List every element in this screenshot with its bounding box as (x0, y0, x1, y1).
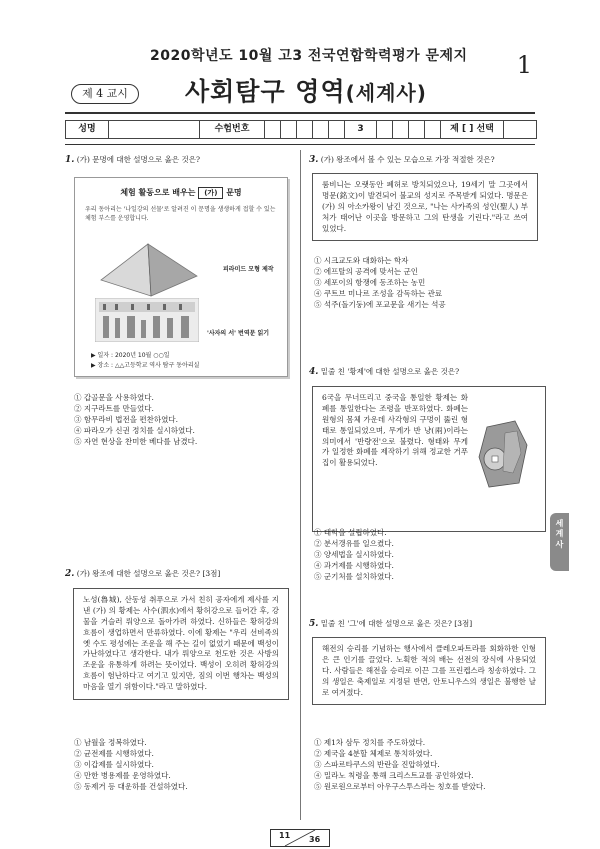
question-4-options (314, 528, 394, 582)
blank-box: (가) (198, 187, 223, 199)
question-3-passage (312, 173, 538, 241)
pyramid-caption: 피라미드 모형 제작 (223, 266, 274, 273)
question-1-stem (65, 154, 290, 167)
exam-number-box[interactable] (281, 121, 297, 138)
footer-total-pages: 36 (309, 835, 321, 844)
option-1[interactable]: ① 태학을 설립하였다. (314, 528, 387, 537)
exam-number-box[interactable] (409, 121, 425, 138)
option-3[interactable]: ③ 스파르타쿠스의 반란을 진압하였다. (314, 759, 440, 769)
exam-number-box[interactable] (329, 121, 345, 138)
option-5[interactable]: ⑤ 군기처를 설치하였다. (314, 571, 394, 581)
book-of-dead-image (95, 298, 199, 342)
question-2-passage (73, 588, 289, 700)
passage-text: 노성(魯城), 산동성 취푸으로 가서 친히 공자에게 제사를 지낸 (가) 의 황제는 사수(泗水)에서 황허강으로 들어간 후, 강물을 거슬러 뤄양으로 돌아가려 하였다. 신하들은 황허강의 흐름이 생업하면서 만류하였다. 이에 황제는 "우리 선비족의 옛 수도 평성에는 조운을 해 주는 길이 없었기 때문에 백성이 가난하였다고 생각한다. 내가 뤄양으로 천도한 것은 사방의 조운을 유통하게 하려는 뜻이었다. 백성이 오히려 황허강의 흐름이 험난하다고 여기고 있지만, 짐의 이번 행차는 백성의 마음을 열기 위함이다."라고 말하였다. (83, 595, 279, 691)
option-3[interactable]: ③ 세포이의 항쟁에 동조하는 농민 (314, 277, 426, 287)
option-3[interactable]: ③ 함무라비 법전을 편찬하였다. (74, 414, 178, 424)
poster-date: ▶ 일자 : 2020년 10월 ○○일 (91, 352, 170, 359)
header-rule (65, 112, 535, 114)
name-label: 성명 (66, 121, 109, 138)
question-text: (가) 왕조에 대한 설명으로 옳은 것은? [3점] (76, 569, 221, 578)
exam-number-label: 수험번호 (200, 121, 265, 138)
poster-place: ▶ 장소 : △△고등학교 역사 탐구 동아리실 (91, 362, 200, 369)
subject-main: 사회탐구 영역 (185, 77, 346, 106)
exam-number-box[interactable] (425, 121, 441, 138)
option-2[interactable]: ② 제국을 4분할 체제로 통치하였다. (314, 748, 433, 758)
page-footer (270, 829, 330, 847)
exam-number-box[interactable] (265, 121, 281, 138)
question-5-stem (309, 618, 537, 631)
period-badge: 제 4 교시 (71, 84, 139, 104)
question-4-stem (309, 366, 537, 379)
option-2[interactable]: ② 분서갱유를 일으켰다. (314, 538, 394, 548)
option-3[interactable]: ③ 양세법을 실시하였다. (314, 549, 394, 559)
option-3[interactable]: ③ 이갑제를 실시하였다. (74, 759, 154, 769)
question-text: (가) 왕조에서 볼 수 있는 모습으로 가장 적절한 것은? (320, 155, 495, 164)
option-1[interactable]: ① 시크교도와 대화하는 학자 (314, 256, 409, 265)
question-1-options (74, 393, 197, 447)
exam-number-box[interactable] (393, 121, 409, 138)
option-2[interactable]: ② 균전제를 시행하였다. (74, 748, 154, 758)
subject-title (185, 74, 427, 110)
exam-title: 2020학년도 10월 고3 전국연합학력평가 문제지 (150, 48, 468, 64)
banliang-coin-image (475, 413, 531, 491)
question-4-passage (312, 386, 546, 532)
option-4[interactable]: ④ 쿠트브 미나르 조성을 감독하는 관료 (314, 288, 443, 298)
question-number: 4. (309, 367, 319, 377)
option-5[interactable]: ⑤ 동제거 등 대운하를 건설하였다. (74, 781, 188, 791)
subject-side-tab (550, 513, 569, 571)
side-tab-label: 세계사 (555, 519, 564, 549)
question-number: 2. (65, 569, 75, 579)
option-2[interactable]: ② 지구라트를 만들었다. (74, 403, 154, 413)
candidate-info-row (65, 120, 537, 139)
footer-current-page: 11 (279, 831, 291, 840)
exam-number-box[interactable] (377, 121, 393, 138)
name-field[interactable] (109, 121, 200, 138)
exam-number-box[interactable] (313, 121, 329, 138)
question-2-stem (65, 568, 290, 581)
exam-number-box[interactable] (297, 121, 313, 138)
poster-description: 우리 동아리는 '나일강의 선물'로 알려진 이 문명을 생생하게 접할 수 있는 체험 부스를 운영합니다. (85, 206, 276, 223)
choice-label: 제 [ ] 선택 (441, 121, 504, 138)
option-4[interactable]: ④ 만한 병용제를 운영하였다. (74, 770, 171, 780)
exam-number-digit: 3 (345, 121, 377, 138)
question-number: 1. (65, 155, 75, 165)
option-2[interactable]: ② 에프탈의 공격에 맞서는 군인 (314, 266, 418, 276)
passage-text: 룸비니는 오랫동안 폐허로 방치되었으나, 19세기 말 그곳에서 명문(銘文)이 발견되어 불교의 성지로 주목받게 되었다. 명문은 (가) 의 아소카왕이 남긴 것으로, "나는 사카족의 성인(聖人) 부처가 태어난 이곳을 방문하고 그의 탄생을 기린다."라고 쓰여 있었다. (322, 180, 528, 233)
poster-title-post: 문명 (226, 188, 242, 197)
info-rule (65, 144, 535, 145)
option-4[interactable]: ④ 밀라노 칙령을 통해 크리스트교를 공인하였다. (314, 770, 474, 780)
question-number: 5. (309, 619, 319, 629)
question-5-passage (312, 637, 546, 705)
passage-text: 6국을 무너뜨리고 중국을 통일한 황제는 화폐를 통일한다는 조령을 반포하였다. 화폐는 원형의 몸체 가운데 사각형의 구멍이 뚫린 형태로 통일되었으며, 무게가 반 냥(兩)이라는 의미에서 '반량전'으로 불렸다. 형태와 무게가 일정한 화폐를 제작하기 위해 정교한 거푸집이 활용되었다. (322, 393, 468, 468)
option-1[interactable]: ① 제1차 삼두 정치를 주도하였다. (314, 738, 426, 747)
option-1[interactable]: ① 남월을 정복하였다. (74, 738, 147, 747)
pyramid-image (93, 240, 203, 300)
question-number: 3. (309, 155, 319, 165)
option-5[interactable]: ⑤ 원로원으로부터 아우구스투스라는 칭호를 받았다. (314, 781, 486, 791)
poster-title-pre: 체험 활동으로 배우는 (120, 188, 196, 197)
question-text: 밑줄 친 '황제'에 대한 설명으로 옳은 것은? (320, 367, 460, 376)
activity-poster (74, 177, 288, 377)
option-5[interactable]: ⑤ 자연 현상을 찬미한 베다를 남겼다. (74, 436, 198, 446)
option-4[interactable]: ④ 과거제를 시행하였다. (314, 560, 394, 570)
passage-text: 해전의 승리를 기념하는 행사에서 클레오파트라를 회화하한 인형은 큰 인기를 끌었다. 노획한 적의 배는 선전의 장식에 사용되었다. 사람들은 해전을 승리로 이끈 그를 프린켑스라 칭송하였다. 그의 생일은 축제일로 지정된 반면, 안토니우스의 생일은 불행한 날로 여겨졌다. (322, 644, 536, 697)
question-3-stem (309, 154, 537, 167)
book-of-dead-caption: '사자의 서' 번역문 읽기 (207, 330, 270, 337)
question-text: (가) 문명에 대한 설명으로 옳은 것은? (76, 155, 201, 164)
choice-field[interactable] (504, 121, 536, 138)
question-2-options (74, 738, 188, 792)
question-3-options (314, 256, 446, 310)
option-4[interactable]: ④ 파라오가 신권 정치를 실시하였다. (74, 425, 195, 435)
page-number: 1 (516, 51, 532, 79)
option-1[interactable]: ① 갑골문을 사용하였다. (74, 393, 154, 402)
subject-sub: (세계사) (345, 81, 427, 105)
question-text: 밑줄 친 '그'에 대한 설명으로 옳은 것은? [3점] (320, 619, 473, 628)
column-divider (300, 150, 301, 820)
question-5-options (314, 738, 486, 792)
poster-title (75, 187, 287, 199)
option-5[interactable]: ⑤ 석주(돌기둥)에 포교문을 새기는 석공 (314, 299, 446, 309)
